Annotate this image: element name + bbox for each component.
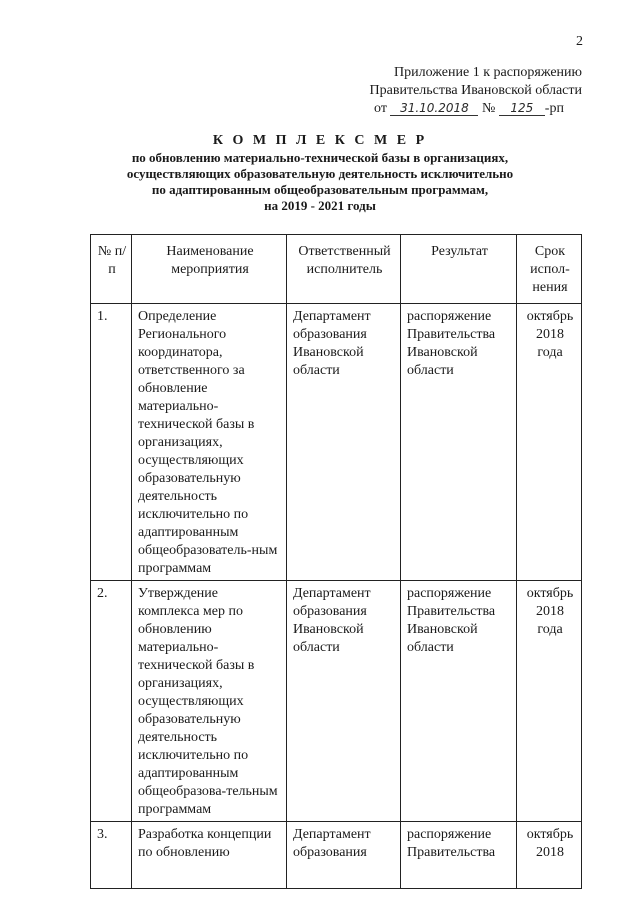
title-line-2: осуществляющих образовательную деятельность исключительно bbox=[126, 166, 514, 181]
header-result: Результат bbox=[401, 235, 517, 304]
row-name: Определение Регионального координатора, ответственного за обновление материально-технической базы в организациях, осуществляющих образовательную деятельность исключительно по адаптированным общеобразователь-ным программам bbox=[132, 304, 287, 581]
row-result: распоряжение Правительства bbox=[401, 822, 517, 889]
row-deadline: октябрь 2018 года bbox=[517, 581, 582, 822]
table-row bbox=[91, 581, 582, 822]
title-line-1: по обновлению материально-технической базы в организациях, bbox=[131, 150, 509, 165]
title-line-3: по адаптированным общеобразовательным программам, bbox=[151, 182, 489, 197]
header-deadline: Срок испол-нения bbox=[517, 235, 582, 304]
row-executor: Департамент образования Ивановской области bbox=[287, 304, 401, 581]
handwritten-number: 125 bbox=[499, 101, 545, 116]
number-label: № bbox=[481, 101, 496, 116]
from-label: от bbox=[374, 101, 387, 116]
title-main: К О М П Л Е К С М Е Р bbox=[212, 133, 428, 148]
table-row bbox=[91, 304, 582, 581]
row-executor: Департамент образования bbox=[287, 822, 401, 889]
title-line-4: на 2019 - 2021 годы bbox=[264, 198, 376, 213]
appendix-line-2: Правительства Ивановской области bbox=[369, 83, 582, 98]
table-row bbox=[91, 822, 582, 889]
number-suffix: -рп bbox=[544, 101, 564, 116]
row-executor: Департамент образования Ивановской области bbox=[287, 581, 401, 822]
row-name: Утверждение комплекса мер по обновлению материально-технической базы в организациях, осуществляющих образовательную деятельность исключительно по адаптированным общеобразова-тельным программам bbox=[132, 581, 287, 822]
header-executor: Ответственный исполнитель bbox=[287, 235, 401, 304]
row-name: Разработка концепции по обновлению bbox=[132, 822, 287, 889]
row-result: распоряжение Правительства Ивановской области bbox=[401, 304, 517, 581]
row-result: распоряжение Правительства Ивановской области bbox=[401, 581, 517, 822]
appendix-header bbox=[360, 64, 582, 118]
page-number: 2 bbox=[576, 34, 583, 49]
measures-table bbox=[90, 234, 582, 889]
document-title bbox=[80, 132, 560, 214]
table-header-row bbox=[91, 235, 582, 304]
appendix-line-1: Приложение 1 к распоряжению bbox=[394, 65, 582, 80]
header-number: № п/п bbox=[91, 235, 132, 304]
row-number: 2. bbox=[91, 581, 132, 822]
header-name: Наименование мероприятия bbox=[132, 235, 287, 304]
row-number: 3. bbox=[91, 822, 132, 889]
handwritten-date: 31.10.2018 bbox=[390, 101, 478, 116]
row-deadline: октябрь 2018 bbox=[517, 822, 582, 889]
row-number: 1. bbox=[91, 304, 132, 581]
row-deadline: октябрь 2018 года bbox=[517, 304, 582, 581]
appendix-date-number-line bbox=[360, 100, 582, 118]
